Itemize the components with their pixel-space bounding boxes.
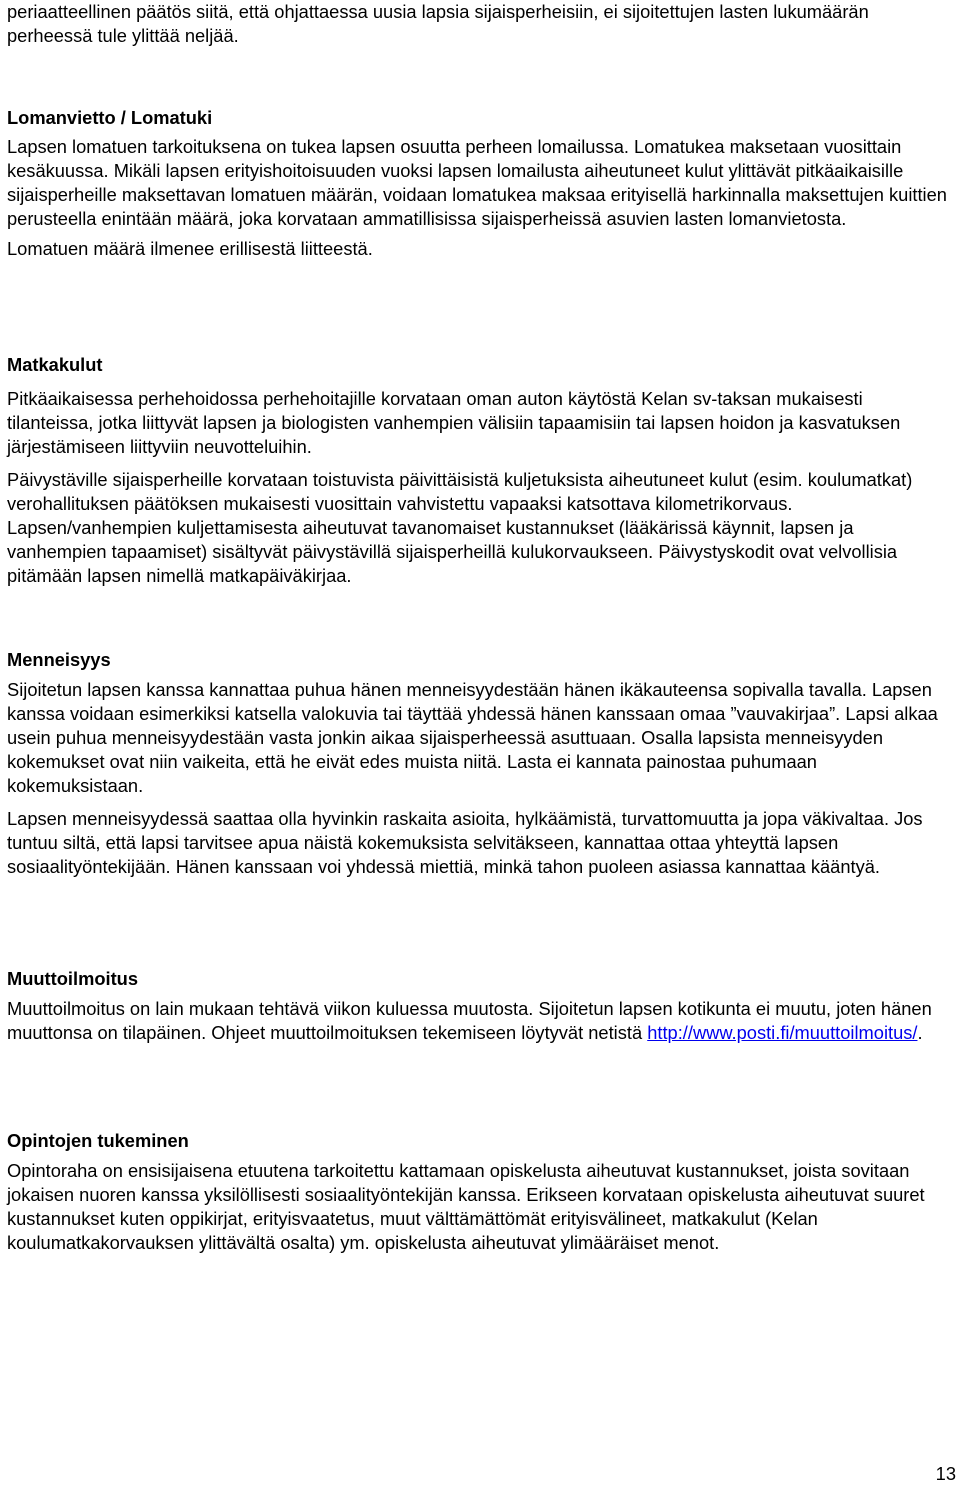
paragraph: Pitkäaikaisessa perhehoidossa perhehoitajille korvataan oman auton käytöstä Kelan sv-taksan mukaisesti tilanteissa, jotka liittyvät lapsen ja biologisten vanhempien välisiin tapaamisiin tai lapsen hoidon ja kasvatuksen järjestämiseen liittyviin neuvotteluihin. (7, 388, 901, 457)
section-lomanvietto (7, 106, 953, 267)
section-opintojen-tukeminen (7, 1129, 953, 1261)
section-heading: Opintojen tukeminen (7, 1130, 189, 1151)
muuttoilmoitus-link[interactable]: http://www.posti.fi/muuttoilmoitus/ (647, 1022, 918, 1043)
paragraph: Opintoraha on ensisijaisena etuutena tarkoitettu kattamaan opiskelusta aiheutuvat kustannukset, joista sovitaan jokaisen nuoren kanssa yksilöllisesti sosiaalityöntekijän kanssa. Erikseen korvataan opiskelusta aiheutuvat suuret kustannukset kuten oppikirjat, erityisvaatetus, muut välttämättömät erityisvälineet, matkakulut (Kelan koulumatkakorvauksen ylittävältä osalta) ym. opiskelusta aiheutuvat ylimääräiset menot. (7, 1160, 925, 1253)
paragraph: Lapsen lomatuen tarkoituksena on tukea lapsen osuutta perheen lomailussa. Lomatukea maksetaan vuosittain kesäkuussa. Mikäli lapsen erityishoitoisuuden vuoksi lapsen lomailusta aiheutuneet kulut ylittävät pitkäaikaisille sijaisperheille maksettavan lomatuen määrän, voidaan lomatukea maksaa erityisellä harkinnalla maksettujen kuittien perusteella enintään määrä, joka korvataan ammatillisissa sijaisperheissä asuvien lasten lomanvietosta. (7, 136, 947, 229)
page-number: 13 (935, 1463, 956, 1484)
paragraph: Päivystäville sijaisperheille korvataan toistuvista päivittäisistä kuljetuksista aiheutuneet kulut (esim. koulumatkat) verohallituksen päätöksen mukaisesti vuosittain vahvistettu vapaaksi katsottava kilometrikorvaus. Lapsen/vanhempien kuljettamisesta aiheutuvat tavanomaiset kustannukset (lääkärissä käynnit, lapsen ja vanhempien tapaamiset) sisältyvät päivystävillä sijaisperheillä kulukorvaukseen. Päivystyskodit ovat velvollisia pitämään lapsen nimellä matkapäiväkirjaa. (7, 469, 913, 586)
paragraph-text: Muuttoilmoitus on lain mukaan tehtävä viikon kuluessa muutosta. Sijoitetun lapsen kotikunta ei muutu, joten hänen muuttonsa on tilapäinen. Ohjeet muuttoilmoituksen tekemiseen löytyvät netistä (7, 998, 932, 1043)
paragraph: Lomatuen määrä ilmenee erillisestä liitteestä. (7, 238, 373, 259)
section-heading: Matkakulut (7, 354, 103, 375)
intro-paragraph: periaatteellinen päätös siitä, että ohjattaessa uusia lapsia sijaisperheisiin, ei sijoitettujen lasten lukumäärän perheessä tule ylittää neljää. (7, 1, 869, 46)
paragraph: Lapsen menneisyydessä saattaa olla hyvinkin raskaita asioita, hylkäämistä, turvattomuutta ja jopa väkivaltaa. Jos tuntuu siltä, että lapsi tarvitsee apua näistä kokemuksista selvitäkseen, kannattaa ottaa yhteyttä lapsen sosiaalityöntekijään. Hänen kanssaan voi yhdessä miettiä, minkä tahon puoleen asiassa kannattaa kääntyä. (7, 808, 923, 877)
section-menneisyys (7, 648, 953, 885)
paragraph (7, 997, 953, 1045)
link-suffix: . (917, 1022, 923, 1043)
section-heading: Lomanvietto / Lomatuki (7, 107, 213, 128)
section-heading: Menneisyys (7, 649, 111, 670)
paragraph: Sijoitetun lapsen kanssa kannattaa puhua hänen menneisyydestään hänen ikäkauteensa sopivalla tavalla. Lapsen kanssa voidaan esimerkiksi katsella valokuvia tai täyttää yhdessä hänen kanssaan omaa ”vauvakirjaa”. Lapsi alkaa usein puhua menneisyydestään vasta jonkin aikaa sijaisperheessä asuttuaan. Osalla lapsista menneisyyden kokemukset ovat niin vaikeita, että he eivät edes muista niitä. Lasta ei kannata painostaa puhumaan kokemuksistaan. (7, 679, 938, 796)
section-muuttoilmoitus (7, 967, 953, 1051)
section-heading: Muuttoilmoitus (7, 968, 138, 989)
section-matkakulut (7, 353, 953, 594)
